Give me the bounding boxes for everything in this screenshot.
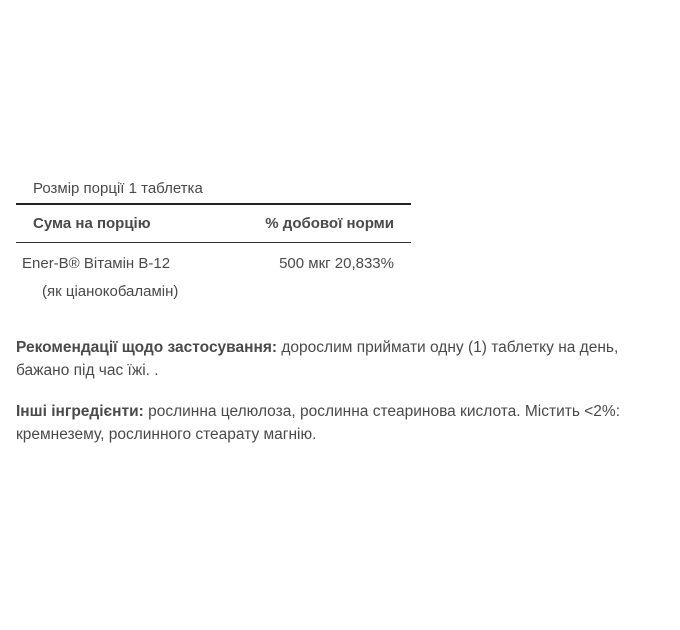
column-header-daily-value: % добової норми <box>265 215 394 232</box>
usage-label: Рекомендації щодо застосування: <box>16 339 278 356</box>
other-ingredients-label: Інші інгредієнти: <box>16 403 144 420</box>
other-ingredients-text: рослинна целюлоза, рослинна стеаринова кислота. Містить <2%: кремнезему, рослинного стеарату магнію. <box>16 403 621 443</box>
table-row <box>16 249 411 279</box>
ingredient-name: Ener-B® Вітамін B-12 <box>22 255 171 272</box>
usage-recommendations <box>16 336 656 382</box>
other-ingredients <box>16 400 656 446</box>
table-header-row <box>16 205 411 242</box>
supplement-facts-table <box>16 175 411 305</box>
ingredient-value: 500 мкг 20,833% <box>279 255 394 272</box>
divider <box>16 242 411 243</box>
usage-text: дорослим приймати одну (1) таблетку на день, бажано під час їжі. . <box>16 339 619 379</box>
ingredient-form: (як ціанокобаламін) <box>42 283 179 300</box>
serving-size: Розмір порції 1 таблетка <box>33 180 203 197</box>
column-header-amount: Сума на порцію <box>33 215 151 232</box>
